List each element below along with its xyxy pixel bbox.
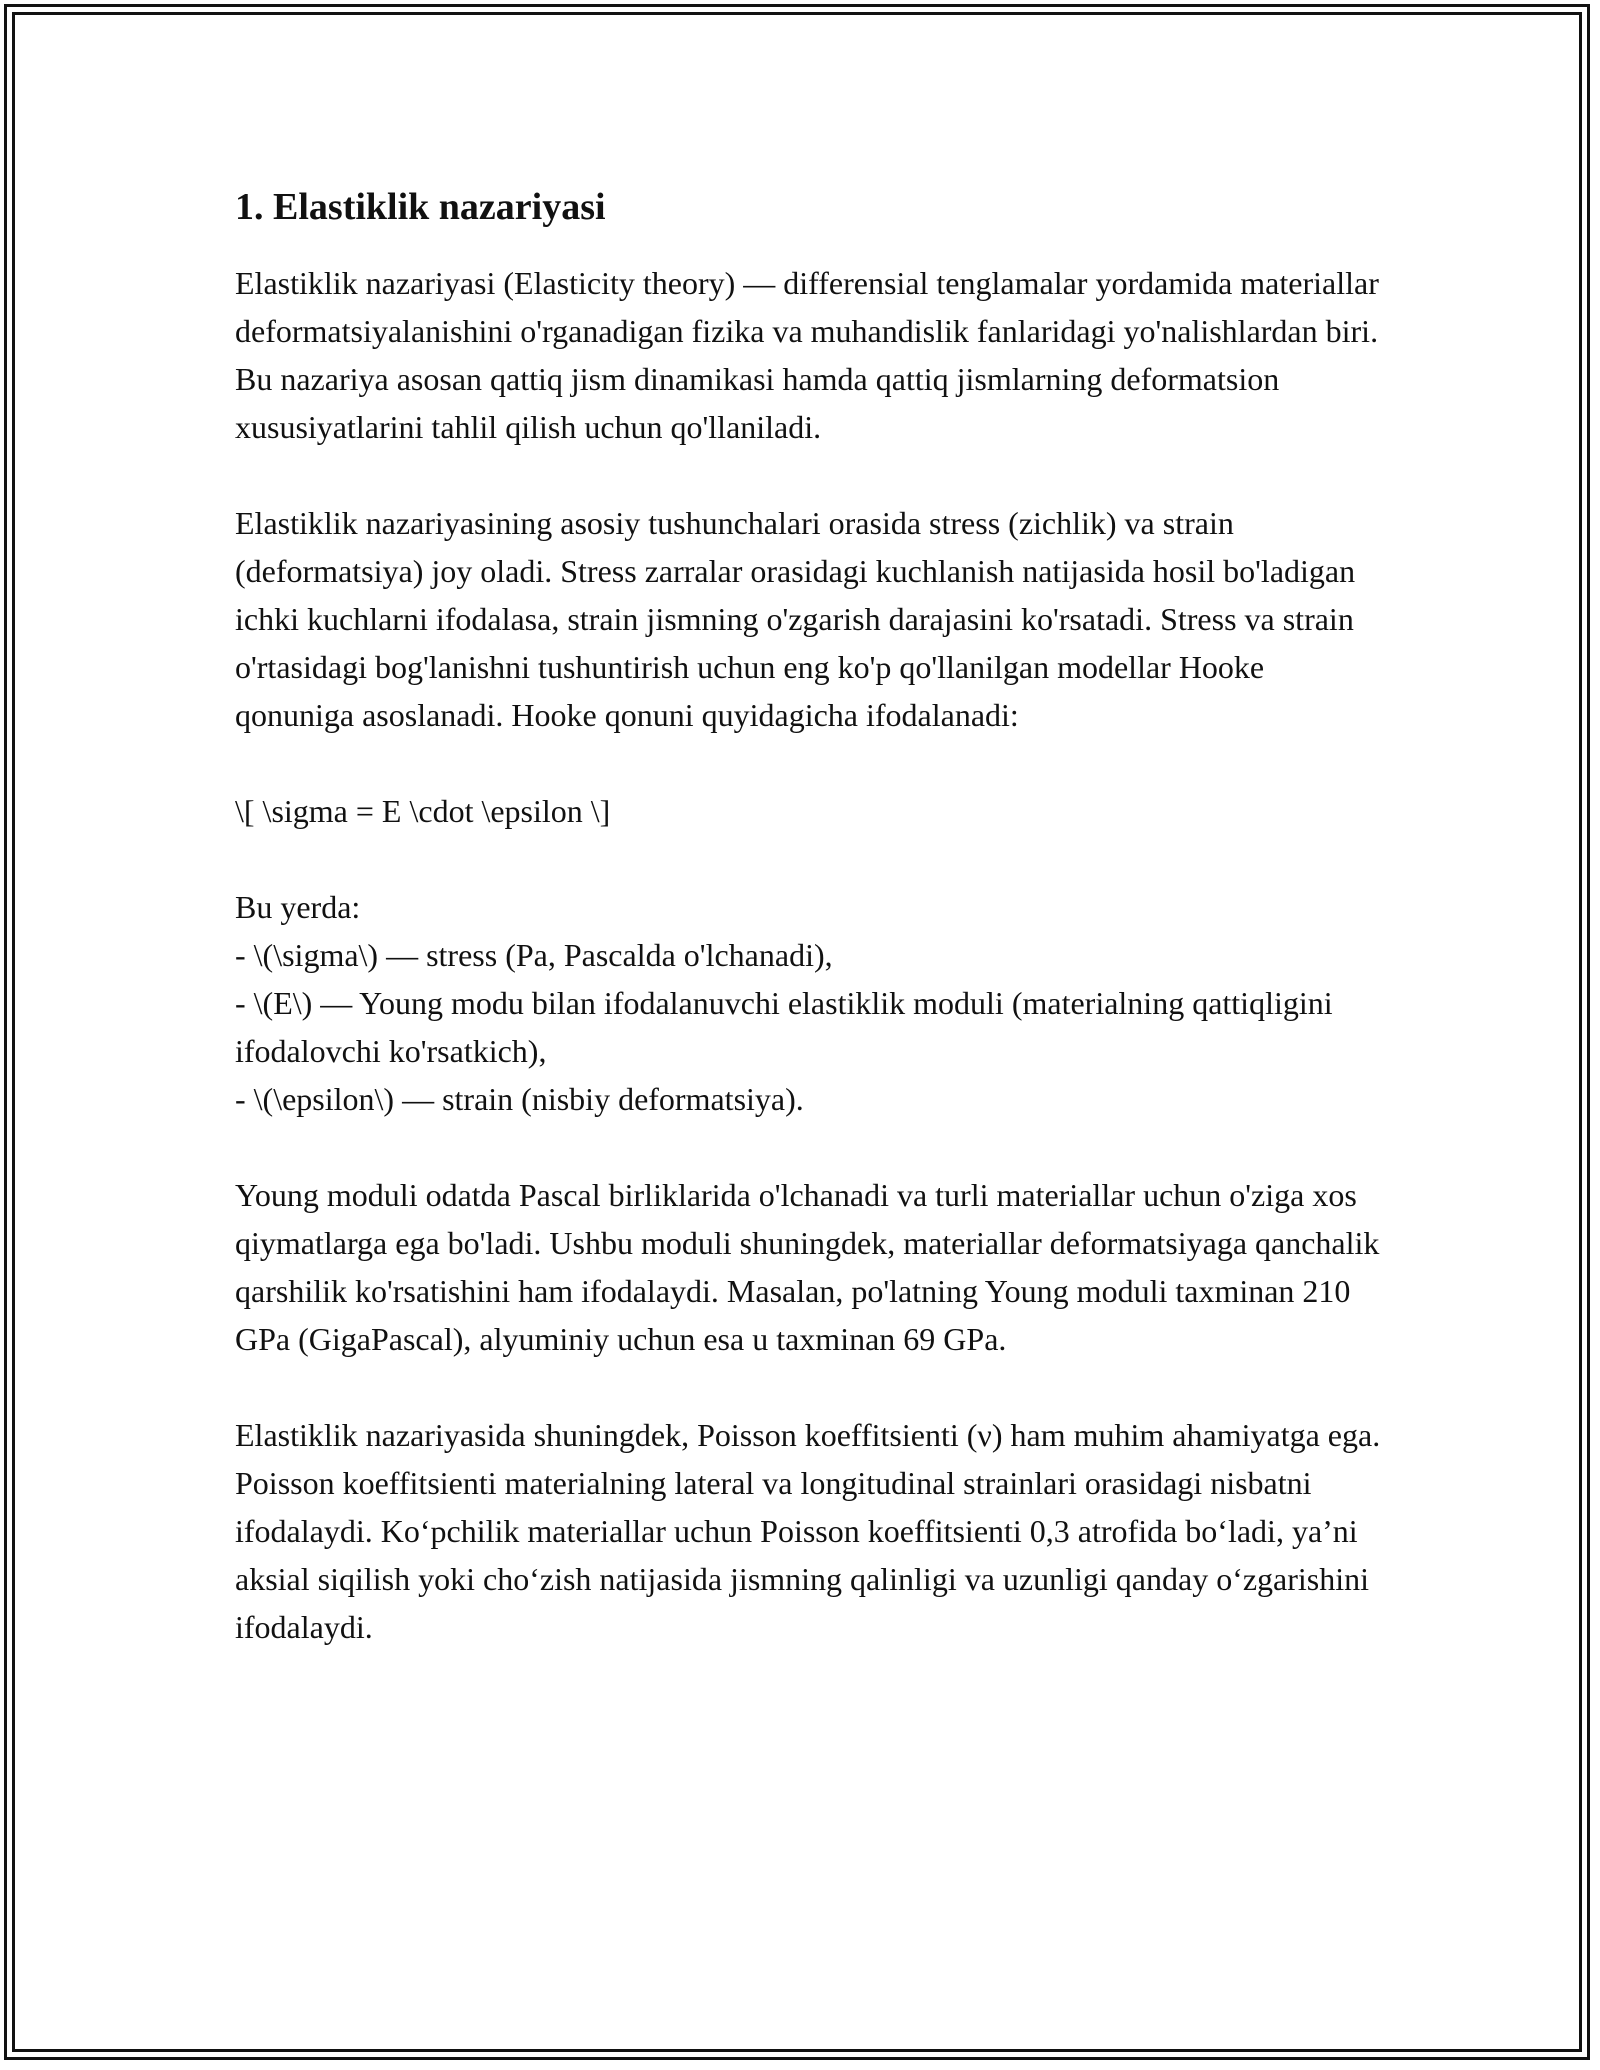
paragraph-intro: Elastiklik nazariyasi (Elasticity theory) — differensial tenglamalar yordamida materiallar deformatsiyalanishini o'rganadigan fizika va muhandislik fanlaridagi yo'nalishlardan biri. Bu nazariya asosan qattiq jism dinamikasi hamda qattiq jismlarning deformatsion xususiyatlarini tahlil qilish uchun qo'llaniladi.	[235, 264, 1379, 445]
definitions-intro: Bu yerda:	[235, 888, 361, 925]
definition-item-epsilon: - \(\epsilon\) — strain (nisbiy deformatsiya).	[235, 1080, 804, 1117]
formula-hooke: \[ \sigma = E \cdot \epsilon \]	[235, 792, 611, 829]
section-heading: 1. Elastiklik nazariyasi	[235, 186, 606, 228]
definitions-list	[235, 883, 1385, 1123]
paragraph-poisson: Elastiklik nazariyasida shuningdek, Poisson koeffitsienti (ν) ham muhim ahamiyatga ega. Poisson koeffitsienti materialning lateral va longitudinal strainlari orasidagi nisbatni ifodalaydi. Koʻpchilik materiallar uchun Poisson koeffitsienti 0,3 atrofida boʻladi, yaʼni aksial siqilish yoki choʻzish natijasida jismning qalinligi va uzunligi qanday oʻzgarishini ifodalaydi.	[235, 1416, 1381, 1645]
document-body	[235, 185, 1385, 1699]
paragraph-young-modulus: Young moduli odatda Pascal birliklarida o'lchanadi va turli materiallar uchun o'ziga xos qiymatlarga ega bo'ladi. Ushbu moduli shuningdek, materiallar deformatsiyaga qanchalik qarshilik ko'rsatishini ham ifodalaydi. Masalan, po'latning Young moduli taxminan 210 GPa (GigaPascal), alyuminiy uchun esa u taxminan 69 GPa.	[235, 1176, 1380, 1357]
definition-item-e: - \(E\) — Young modu bilan ifodalanuvchi elastiklik moduli (materialning qattiqligini ifodalovchi ko'rsatkich),	[235, 984, 1333, 1069]
paragraph-concepts: Elastiklik nazariyasining asosiy tushunchalari orasida stress (zichlik) va strain (deformatsiya) joy oladi. Stress zarralar orasidagi kuchlanish natijasida hosil bo'ladigan ichki kuchlarni ifodalasa, strain jismning o'zgarish darajasini ko'rsatadi. Stress va strain o'rtasidagi bog'lanishni tushuntirish uchun eng ko'p qo'llanilgan modellar Hooke qonuniga asoslanadi. Hooke qonuni quyidagicha ifodalanadi:	[235, 504, 1356, 733]
definition-item-sigma: - \(\sigma\) — stress (Pa, Pascalda o'lchanadi),	[235, 936, 833, 973]
